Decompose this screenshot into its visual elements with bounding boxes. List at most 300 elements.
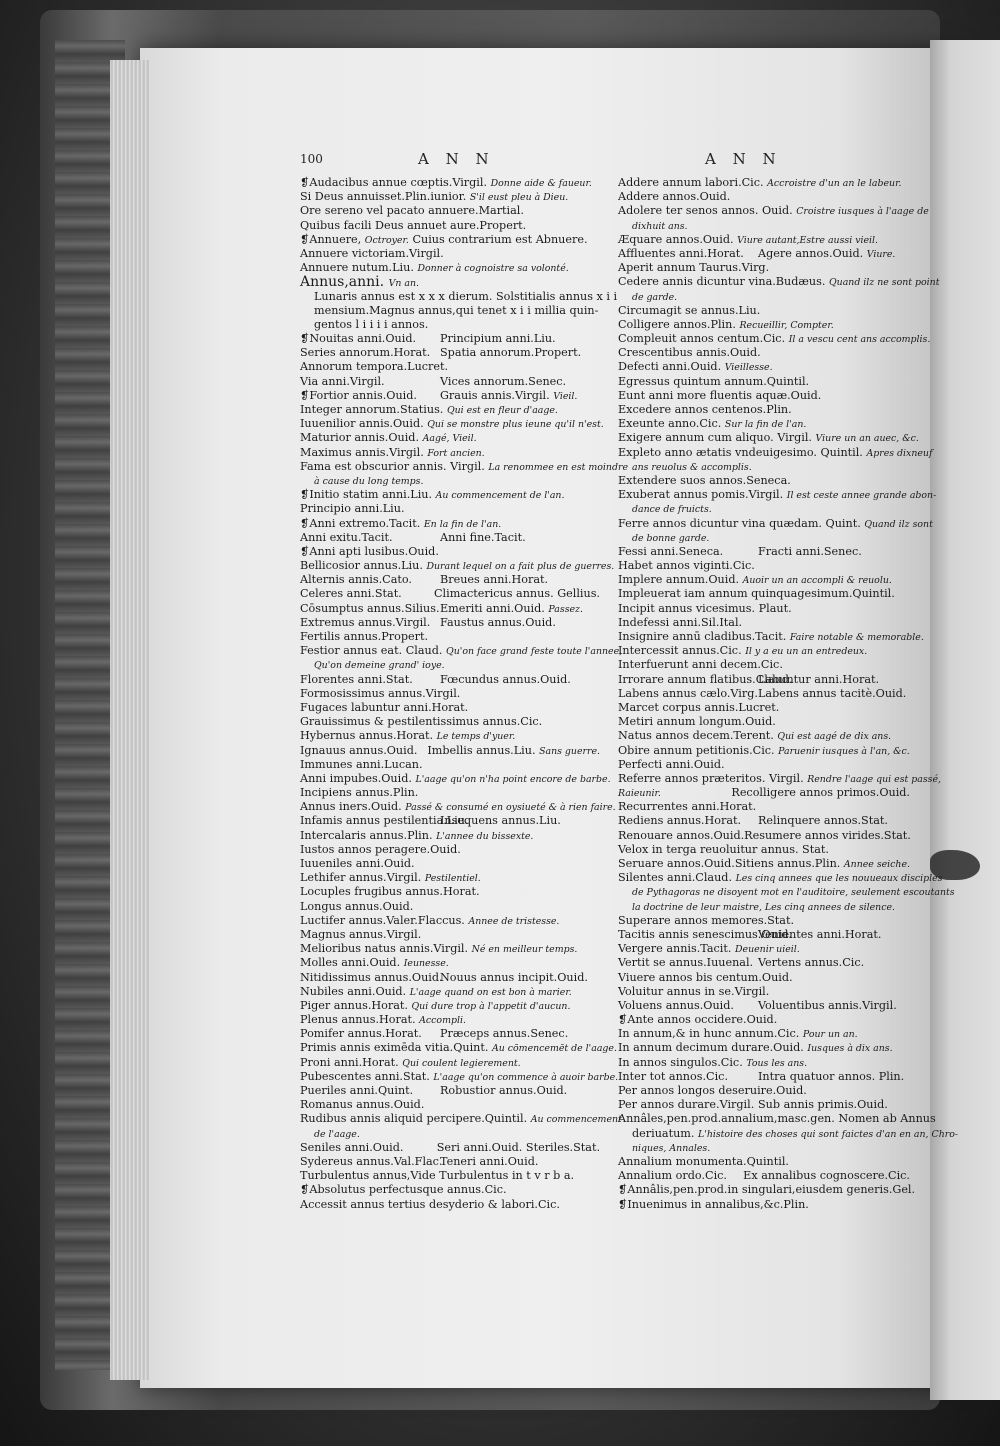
entry-latin: Nouus annus incipit.Ouid.: [440, 970, 588, 984]
entry-latin: In annum,& in hunc annum.Cic.: [618, 1027, 800, 1041]
entry-latin: Principio anni.Liu.: [300, 502, 405, 516]
entry-french: Quand ilz sont: [864, 518, 933, 530]
dictionary-line: [618, 375, 910, 389]
entry-cell: [440, 1155, 538, 1169]
entry-french: Pour un an.: [802, 1029, 858, 1041]
entry-cell: [618, 927, 792, 942]
entry-cell: [300, 375, 440, 389]
entry-french: de bonne garde.: [632, 532, 710, 544]
entry-latin: Ignauus annus.Ouid.: [300, 743, 418, 757]
dictionary-line: [300, 559, 615, 573]
entry-latin: Florentes anni.Stat.: [300, 672, 413, 686]
dictionary-line: [300, 786, 600, 800]
entry-cell: [300, 389, 440, 403]
entry-latin: Affluentes anni.Horat.: [618, 246, 744, 260]
entry-latin: Turbulentus annus,Vide Turbulentus in t v r b a.: [300, 1169, 575, 1183]
entry-latin: Cōsumptus annus.Silius.: [300, 601, 440, 615]
dictionary-line: [300, 658, 600, 672]
dictionary-line: [300, 517, 600, 531]
entry-cell: [300, 531, 440, 545]
entry-latin: Pueriles anni.Quint.: [300, 1084, 414, 1097]
entry-french: Le temps d'yuer.: [436, 731, 516, 743]
entry-latin: Velox in terga reuoluitur annus. Stat.: [618, 842, 829, 856]
entry-french: Qui coulent legierement.: [402, 1057, 521, 1069]
entry-latin: Plenus annus.Horat.: [300, 1013, 416, 1027]
entry-french: ans reuolus & accomplis.: [632, 461, 752, 473]
entry-latin: Impleuerat iam annum quinquagesimum.Quintil.: [618, 587, 895, 601]
entry-latin: Exigere annum cum aliquo. Virgil.: [618, 431, 812, 445]
entry-latin: Nitidissimus annus.Ouid.: [300, 970, 443, 984]
entry-latin: ❡Absolutus perfectusque annus.Cic.: [300, 1183, 507, 1197]
entry-latin: Vertit se annus.Iuuenal.: [618, 956, 754, 970]
dictionary-line: [618, 573, 910, 587]
entry-latin: Anni exitu.Tacit.: [300, 530, 393, 544]
entry-latin: Series annorum.Horat.: [300, 346, 431, 360]
dictionary-line: [300, 1169, 600, 1183]
dictionary-line: [618, 956, 910, 970]
dictionary-line: [618, 275, 940, 289]
dictionary-line: [618, 928, 910, 942]
dictionary-line: [618, 417, 910, 431]
entry-latin: Grauis annis.Virgil.: [440, 388, 550, 402]
entry-latin: Annus,anni.: [300, 274, 385, 291]
entry-french: de l'aage.: [314, 1128, 360, 1140]
entry-french: Durant lequel on a fait plus de guerres.: [426, 561, 615, 573]
entry-cell: [440, 389, 577, 403]
dictionary-line: [300, 289, 618, 304]
dictionary-line: [300, 247, 600, 261]
dictionary-line: [618, 602, 910, 616]
entry-latin: Venientes anni.Horat.: [758, 927, 882, 941]
entry-latin: Insequens annus.Liu.: [440, 814, 561, 828]
entry-latin: Alternis annis.Cato.: [300, 573, 412, 587]
entry-latin: ❡Anni extremo.Tacit.: [300, 516, 421, 530]
entry-latin: Anni fine.Tacit.: [440, 530, 526, 544]
entry-latin: Incipit annus vicesimus. Plaut.: [618, 601, 792, 615]
page-number: 100: [300, 152, 323, 166]
entry-latin: Pomifer annus.Horat.: [300, 1027, 422, 1041]
dictionary-line: [618, 474, 910, 488]
entry-french: Octroyer.: [364, 234, 409, 246]
entry-cell: [300, 587, 434, 601]
entry-latin: Voluentibus annis.Virgil.: [758, 998, 897, 1012]
dictionary-line: [300, 219, 600, 233]
entry-latin: Annâles,pen.prod.annalium,masc.gen. Nomen ab Annus: [618, 1112, 936, 1126]
entry-french: dance de fruicts.: [632, 504, 712, 516]
dictionary-line: [300, 1084, 600, 1098]
dictionary-line: [300, 1155, 600, 1169]
entry-french: L'aage qu'on n'ha point encore de barbe.: [415, 773, 611, 785]
page-edges: [110, 60, 150, 1380]
entry-cell: [300, 602, 440, 616]
dictionary-line: [618, 403, 910, 417]
dictionary-line: [618, 1098, 910, 1112]
dictionary-line: [300, 459, 628, 474]
entry-latin: Annalium monumenta.Quintil.: [618, 1154, 789, 1168]
entry-latin: Celeres anni.Stat.: [300, 587, 402, 601]
entry-latin: Egressus quintum annum.Quintil.: [618, 374, 810, 388]
entry-latin: Incipiens annus.Plin.: [300, 786, 419, 800]
dictionary-line: [618, 630, 924, 644]
dictionary-line: [300, 431, 600, 445]
entry-cell: [618, 857, 735, 871]
entry-latin: Raieunir.: [618, 788, 661, 800]
entry-latin: Annalium ordo.Cic.: [618, 1169, 727, 1183]
dictionary-line: [300, 1069, 619, 1084]
entry-latin: In annum decimum durare.Ouid.: [618, 1041, 804, 1055]
dictionary-line: [300, 999, 600, 1013]
entry-french: à cause du long temps.: [314, 475, 424, 487]
dictionary-line: [618, 843, 910, 857]
entry-french: Pestilentiel.: [424, 873, 481, 885]
dictionary-line: [618, 1183, 916, 1197]
entry-cell: [300, 1027, 440, 1041]
dictionary-line: [300, 275, 600, 289]
entry-latin: Spatia annorum.Propert.: [440, 346, 582, 360]
dictionary-line: [300, 304, 600, 318]
entry-cell: [758, 1070, 904, 1084]
entry-latin: Seruare annos.Ouid.: [618, 857, 735, 870]
dictionary-line: [618, 673, 910, 687]
entry-cell: [743, 1169, 910, 1183]
dictionary-line: [618, 318, 910, 332]
dictionary-line: [300, 985, 600, 999]
dictionary-line: [300, 531, 600, 545]
entry-french: Vn an.: [388, 278, 419, 290]
entry-latin: Ferre annos dicuntur vina quædam. Quint.: [618, 516, 861, 530]
right-column: [618, 176, 959, 1212]
entry-cell: [300, 1084, 440, 1098]
entry-french: Rendre l'aage qui est passé,: [807, 773, 942, 785]
entry-cell: [440, 375, 566, 389]
entry-latin: Rediens annus.Horat.: [618, 814, 742, 828]
entry-latin: Intercessit annus.Cic.: [618, 644, 742, 658]
dictionary-line: [618, 531, 910, 545]
entry-french: Recueillir, Compter.: [739, 319, 834, 331]
entry-latin: Obire annum petitionis.Cic.: [618, 743, 775, 757]
entry-cell: [758, 999, 897, 1013]
dictionary-line: [300, 715, 600, 729]
entry-latin: Exeunte anno.Cic.: [618, 417, 722, 431]
dictionary-line: [300, 956, 600, 970]
dictionary-line: [300, 673, 600, 687]
dictionary-line: [618, 219, 910, 233]
entry-french: Fort ancien.: [427, 447, 485, 459]
entry-latin: Sub annis primis.Ouid.: [758, 1098, 888, 1112]
entry-latin: Nubiles anni.Ouid.: [300, 984, 407, 998]
entry-french: L'annee du bissexte.: [436, 830, 534, 842]
entry-french: de garde.: [632, 291, 678, 303]
entry-latin: Vices annorum.Senec.: [440, 374, 567, 388]
dictionary-line: [618, 814, 910, 828]
entry-cell: [440, 1084, 567, 1098]
dictionary-line: [300, 502, 600, 516]
facing-page-edge: [930, 40, 1000, 1400]
entry-cell: [440, 673, 571, 687]
dictionary-line: [618, 445, 933, 460]
entry-latin: Sitiens annus.Plin.: [734, 857, 841, 870]
entry-cell: [437, 1141, 600, 1155]
dictionary-line: [618, 885, 955, 899]
entry-latin: Addere annum labori.Cic.: [618, 176, 764, 189]
entry-french: Qui est en fleur d'aage.: [446, 405, 558, 416]
entry-latin: Principium anni.Liu.: [440, 332, 556, 346]
entry-latin: Luctifer annus.Valer.Flaccus.: [300, 913, 465, 927]
entry-latin: Referre annos præteritos. Virgil.: [618, 771, 804, 785]
entry-cell: [731, 786, 910, 800]
entry-cell: [744, 829, 911, 843]
entry-latin: Accessit annus tertius desyderio & labori.Cic.: [300, 1197, 560, 1211]
entry-french: Qui est aagé de dix ans.: [777, 731, 892, 743]
dictionary-line: [300, 885, 600, 899]
dictionary-line: [618, 616, 910, 630]
dictionary-line: [618, 800, 910, 814]
left-running-title: A N N: [418, 150, 495, 168]
entry-latin: ❡Initio statim anni.Liu.: [300, 488, 433, 502]
entry-french: Passez.: [548, 603, 583, 615]
dictionary-line: [618, 360, 910, 374]
entry-latin: Extendere suos annos.Seneca.: [618, 473, 791, 487]
entry-cell: [300, 814, 469, 828]
entry-latin: Si Deus annuisset.Plin.iunior.: [300, 190, 467, 204]
dictionary-line: [300, 843, 600, 857]
dictionary-line: [300, 474, 600, 488]
entry-latin: Excedere annos centenos.Plin.: [618, 403, 792, 416]
dictionary-line: [618, 1112, 936, 1126]
dictionary-line: [618, 431, 919, 445]
entry-latin: Labens annus tacitè.Ouid.: [758, 686, 907, 700]
dictionary-line: [618, 658, 910, 672]
dictionary-line: [618, 1155, 910, 1169]
entry-french: la doctrine de leur maistre, Les cinq annees de silence.: [632, 901, 895, 913]
entry-latin: Cedere annis dicuntur vina.Budæus.: [618, 275, 826, 289]
entry-latin: Annuere nutum.Liu.: [300, 261, 414, 275]
dictionary-line: [300, 190, 600, 204]
entry-cell: [440, 602, 583, 616]
entry-french: En la fin de l'an.: [423, 518, 502, 530]
entry-latin: Romanus annus.Ouid.: [300, 1098, 425, 1112]
entry-french: Donne aide & faueur.: [490, 178, 592, 189]
entry-cell: [440, 616, 556, 630]
dictionary-line: [618, 304, 910, 318]
entry-french: Viure.: [866, 248, 896, 260]
entry-cell: [300, 970, 443, 985]
entry-latin: Vertens annus.Cic.: [758, 956, 865, 970]
entry-latin: Recurrentes anni.Horat.: [618, 800, 757, 814]
entry-french: Faire notable & memorable.: [789, 632, 924, 643]
entry-latin: Emeriti anni.Ouid.: [440, 601, 545, 615]
entry-latin: Extremus annus.Virgil.: [300, 615, 431, 629]
entry-latin: Superare annos memores.Stat.: [618, 913, 795, 927]
entry-french: Aagé, Vieil.: [422, 433, 477, 445]
dictionary-line: [618, 290, 910, 304]
entry-cell: [300, 332, 440, 346]
dictionary-line: [618, 502, 910, 516]
entry-latin: Fœcundus annus.Ouid.: [440, 672, 571, 686]
entry-latin: Agere annos.Ouid.: [758, 246, 864, 260]
entry-latin: Melioribus natus annis.Virgil.: [300, 942, 469, 956]
entry-latin: Cuius contrarium est Abnuere.: [408, 232, 588, 246]
dictionary-line: [300, 587, 600, 601]
dictionary-line: [618, 389, 910, 403]
entry-latin: Hybernus annus.Horat.: [300, 729, 434, 743]
entry-french: Sur la fin de l'an.: [724, 419, 807, 431]
entry-latin: Vergere annis.Tacit.: [618, 942, 732, 956]
entry-latin: Insignire annū cladibus.Tacit.: [618, 630, 787, 643]
entry-latin: Imbellis annus.Liu.: [427, 743, 536, 757]
dictionary-line: [300, 602, 600, 616]
dictionary-line: [618, 1084, 910, 1098]
entry-cell: [440, 573, 548, 587]
entry-latin: Immunes anni.Lucan.: [300, 757, 423, 771]
dictionary-line: [300, 771, 611, 786]
entry-latin: Locuples frugibus annus.Horat.: [300, 885, 480, 899]
dictionary-line: [300, 701, 600, 715]
dictionary-line: [300, 176, 600, 190]
entry-latin: Inter tot annos.Cic.: [618, 1069, 729, 1083]
entry-cell: [758, 1098, 888, 1112]
entry-latin: Indefessi anni.Sil.Ital.: [618, 615, 743, 629]
entry-latin: Intra quatuor annos. Plin.: [758, 1069, 905, 1083]
entry-french: dixhuit ans.: [632, 220, 688, 232]
entry-french: de Pythagoras ne disoyent mot en l'auditoire, seulement escoutants: [632, 887, 955, 899]
entry-latin: Integer annorum.Statius.: [300, 403, 444, 416]
entry-cell: [618, 956, 758, 970]
dictionary-line: [618, 914, 910, 928]
dictionary-line: [618, 771, 942, 786]
entry-cell: [735, 857, 910, 871]
entry-latin: ❡Anni apti lusibus.Ouid.: [300, 544, 439, 558]
entry-cell: [440, 346, 581, 360]
entry-latin: Compleuit annos centum.Cic.: [618, 332, 786, 346]
entry-cell: [440, 971, 588, 985]
entry-latin: Maximus annis.Virgil.: [300, 445, 424, 459]
entry-french: Il y a eu un an entredeux.: [745, 646, 868, 658]
entry-cell: [300, 616, 440, 630]
dictionary-line: [618, 247, 910, 261]
dictionary-line: [618, 545, 910, 559]
entry-cell: [618, 672, 793, 687]
entry-latin: Per annos durare.Virgil.: [618, 1098, 755, 1112]
entry-latin: Sydereus annus.Val.Flac.: [300, 1154, 443, 1168]
entry-french: Qu'on demeine grand' ioye.: [314, 660, 445, 672]
dictionary-line: [300, 360, 600, 374]
dictionary-line: [300, 233, 600, 247]
dictionary-line: [618, 346, 910, 360]
entry-latin: Per annos longos deseruire.Ouid.: [618, 1084, 807, 1097]
entry-french: Passé & consumé en oysiueté & à rien faire.: [405, 802, 616, 814]
entry-french: Les cinq annees que les nouueaux disciples: [735, 873, 943, 885]
entry-latin: Annorum tempora.Lucret.: [300, 360, 449, 374]
entry-cell: [758, 814, 888, 828]
dictionary-line: [618, 999, 910, 1013]
dictionary-line: [300, 687, 600, 701]
entry-latin: Marcet corpus annis.Lucret.: [618, 700, 780, 714]
dictionary-line: [300, 389, 600, 403]
entry-latin: Iustos annos peragere.Ouid.: [300, 842, 461, 856]
right-running-title: A N N: [705, 150, 782, 168]
dictionary-line: [300, 318, 600, 332]
entry-latin: Relinquere annos.Stat.: [758, 814, 888, 828]
dictionary-line: [618, 1041, 910, 1055]
entry-french: Au commencement: [530, 1114, 622, 1126]
dictionary-line: [618, 971, 910, 985]
entry-french: Apres dixneuf: [866, 447, 933, 459]
entry-latin: Iuuenilior annis.Ouid.: [300, 417, 424, 431]
entry-latin: Irrorare annum flatibus.Claud.: [618, 672, 793, 686]
entry-latin: ❡Fortior annis.Ouid.: [300, 388, 417, 402]
dictionary-line: [618, 1070, 910, 1084]
entry-latin: Breues anni.Horat.: [440, 573, 549, 587]
entry-french: Annee de tristesse.: [468, 915, 560, 927]
entry-latin: Festior annus eat. Claud.: [300, 644, 443, 658]
dictionary-line: [618, 176, 910, 190]
entry-latin: Adolere ter senos annos. Ouid.: [618, 204, 793, 218]
entry-latin: Voluens annus.Ouid.: [618, 998, 734, 1012]
entry-latin: Viuere annos bis centum.Ouid.: [618, 970, 793, 984]
dictionary-line: [618, 701, 910, 715]
dictionary-line: [618, 1027, 910, 1041]
entry-latin: Formosissimus annus.Virgil.: [300, 686, 461, 700]
entry-french: Ieunesse.: [403, 958, 449, 970]
dictionary-line: [618, 1013, 910, 1027]
entry-french: Quand ilz ne sont point: [828, 277, 940, 289]
entry-latin: Maturior annis.Ouid.: [300, 431, 420, 445]
dictionary-line: [300, 1098, 600, 1112]
dictionary-line: [618, 871, 943, 885]
entry-latin: Quibus facili Deus annuet aure.Propert.: [300, 218, 527, 232]
dictionary-line: [618, 786, 910, 800]
dictionary-line: [618, 460, 910, 474]
entry-latin: Fracti anni.Senec.: [758, 544, 862, 558]
entry-french: niques, Annales.: [632, 1142, 711, 1154]
dictionary-line: [300, 814, 600, 828]
entry-cell: [758, 673, 879, 687]
entry-latin: Addere annos.Ouid.: [618, 190, 731, 204]
entry-french: Viure autant,Estre aussi vieil.: [737, 234, 879, 246]
entry-latin: Expleto anno ætatis vndeuigesimo. Quintil.: [618, 445, 863, 459]
entry-cell: [300, 1154, 443, 1169]
entry-latin: Præceps annus.Senec.: [440, 1027, 569, 1041]
entry-latin: Via anni.Virgil.: [300, 374, 385, 388]
entry-latin: Fama est obscurior annis. Virgil.: [300, 459, 485, 473]
entry-french: Au commencement de l'an.: [435, 490, 565, 502]
entry-latin: Metiri annum longum.Ouid.: [618, 715, 776, 729]
entry-latin: ❡Annuere,: [300, 232, 362, 246]
dictionary-line: [618, 687, 910, 701]
entry-cell: [300, 1141, 437, 1155]
dictionary-line: [618, 1056, 910, 1070]
entry-latin: Silentes anni.Claud.: [618, 871, 733, 885]
entry-latin: Ex annalibus cognoscere.Cic.: [743, 1169, 910, 1183]
entry-latin: Exuberat annus pomis.Virgil.: [618, 488, 784, 502]
entry-french: L'aage qu'on commence à auoir barbe.: [433, 1071, 619, 1083]
entry-french: Qui dure trop à l'appetit d'aucun.: [411, 1000, 571, 1012]
entry-latin: Intercalaris annus.Plin.: [300, 828, 433, 842]
dictionary-line: [618, 204, 929, 218]
dictionary-line: [618, 261, 910, 275]
entry-latin: Tacitis annis senescimus.Ouid.: [618, 927, 792, 941]
dictionary-line: [300, 332, 600, 346]
entry-latin: Anni impubes.Ouid.: [300, 771, 412, 785]
dictionary-line: [300, 900, 600, 914]
entry-latin: Primis annis eximēda vitia.Quint.: [300, 1041, 489, 1055]
entry-cell: [758, 687, 906, 701]
entry-french: La renommee en est moindre: [488, 461, 628, 473]
entry-latin: Molles anni.Ouid.: [300, 956, 401, 970]
entry-latin: Rudibus annis aliquid percipere.Quintil.: [300, 1112, 528, 1126]
entry-cell: [618, 1169, 743, 1183]
